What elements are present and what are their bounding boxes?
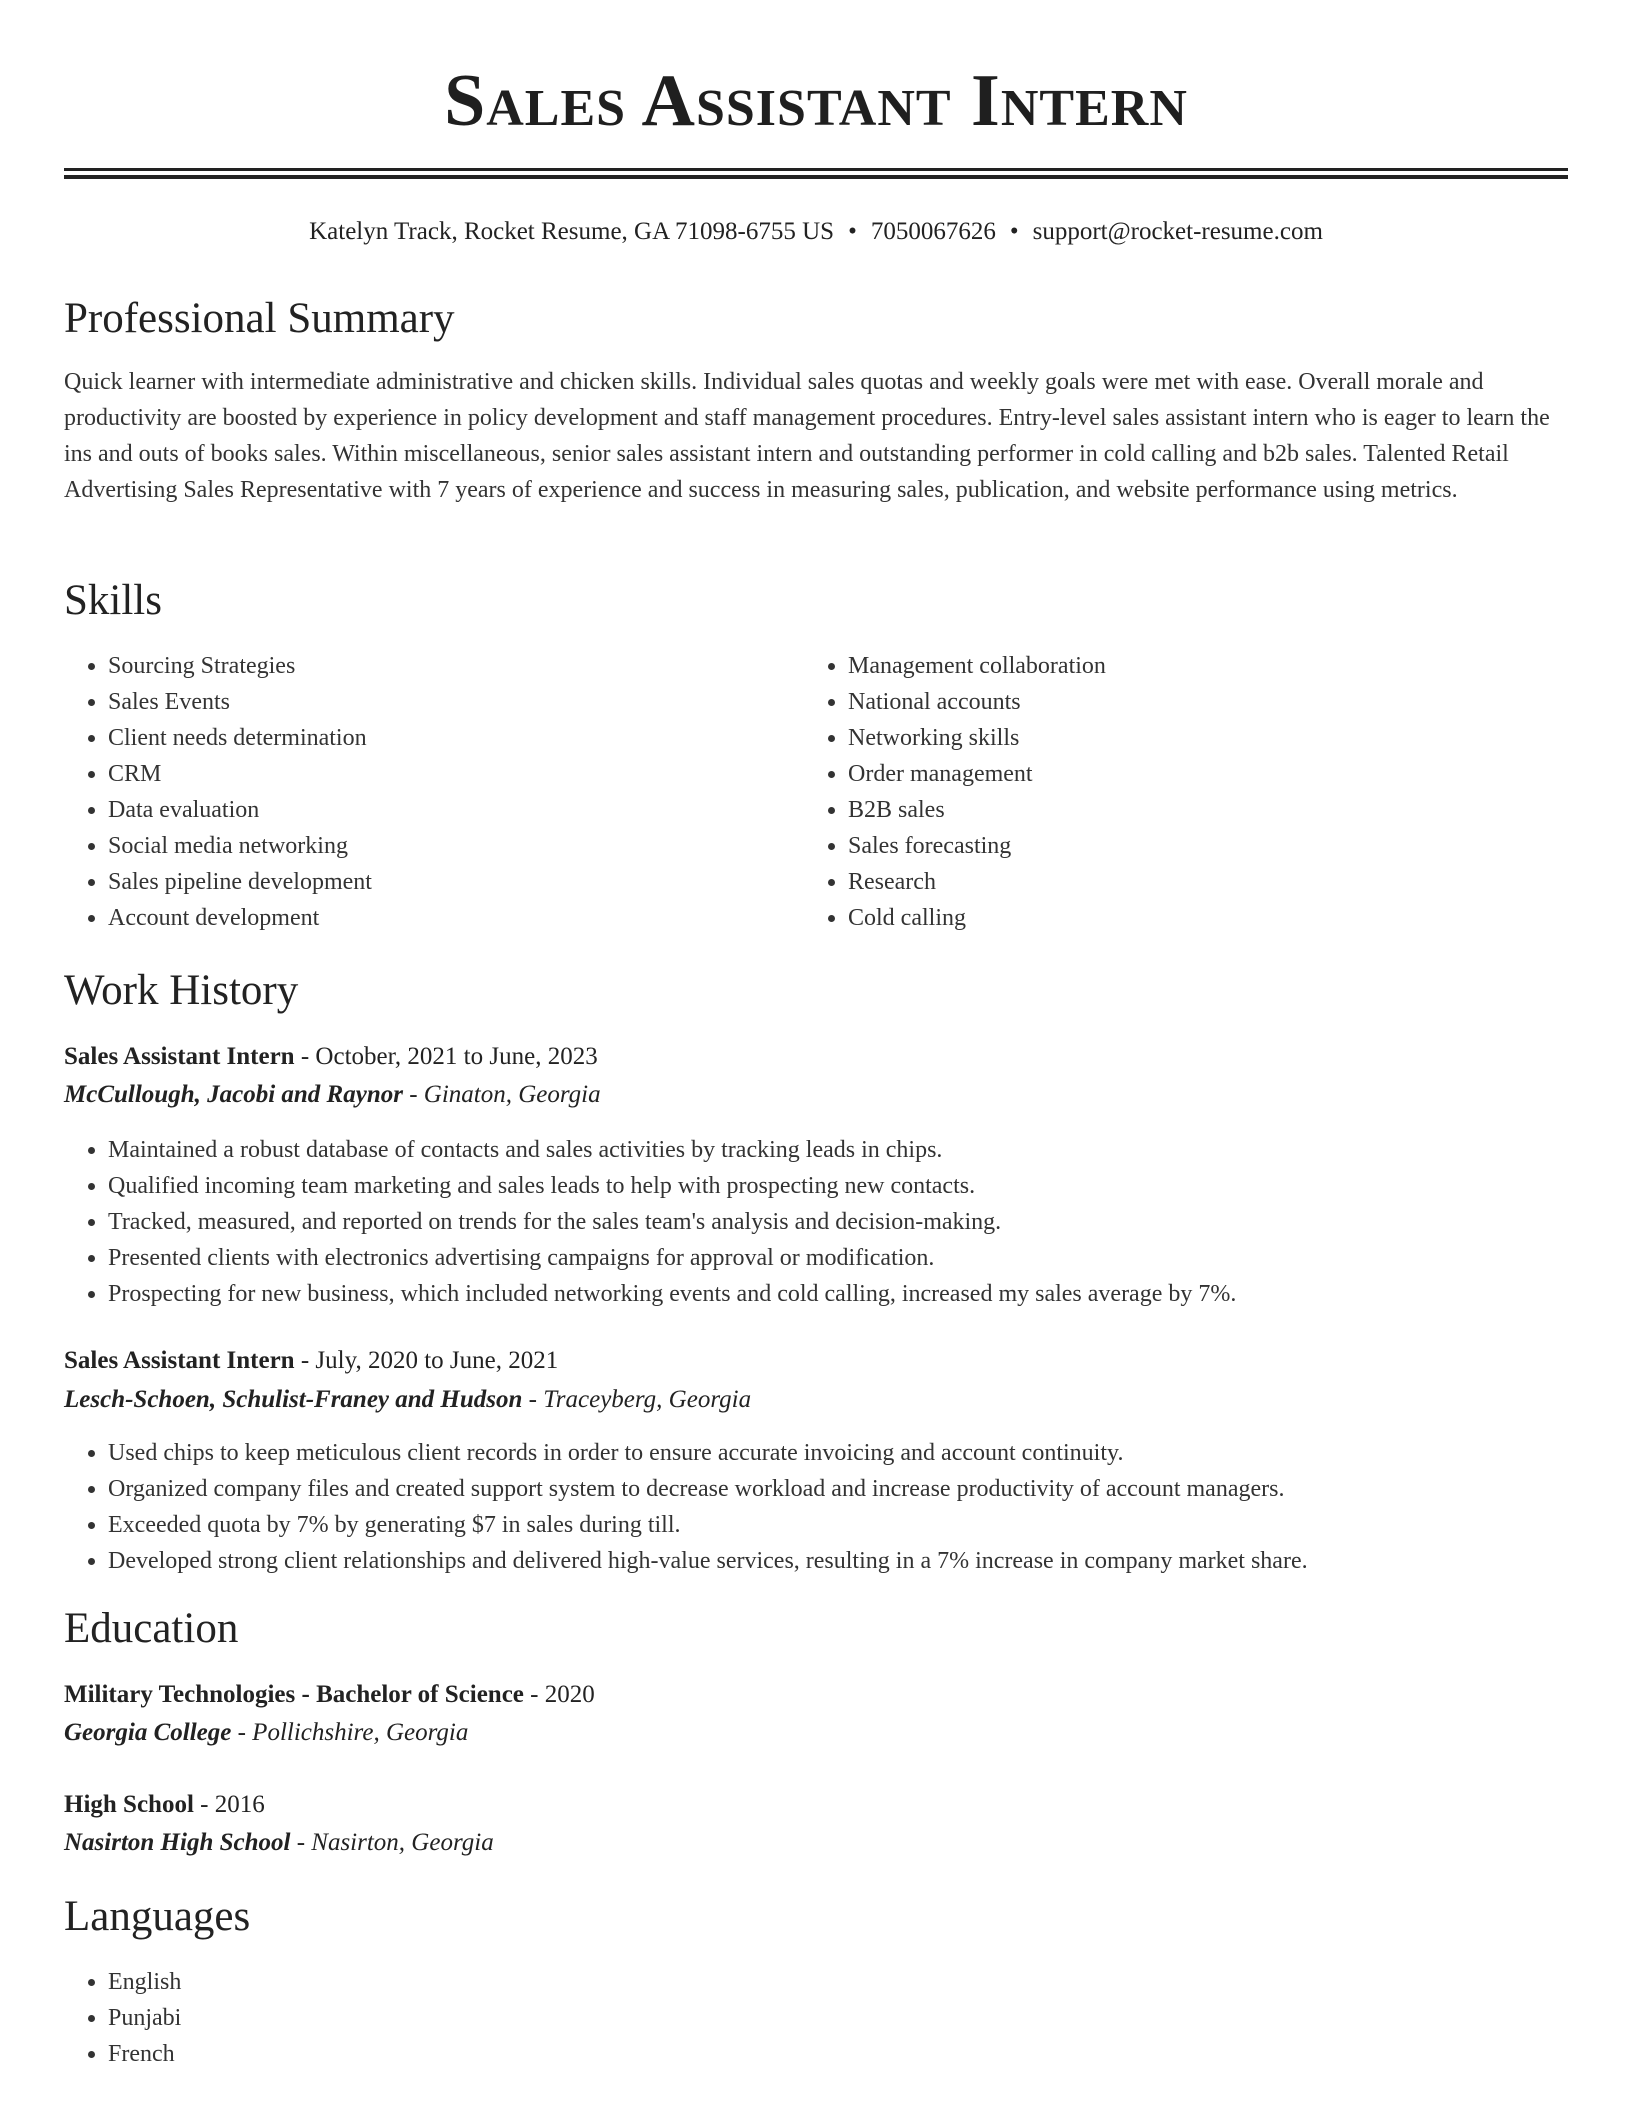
language-item: • Punjabi <box>108 2000 808 2036</box>
job-bullet: • Maintained a robust database of contacts and sales activities by tracking leads in chips. <box>108 1132 1568 1168</box>
job-title: Sales Assistant Intern <box>64 1347 295 1374</box>
job-bullets <box>64 1435 1568 1579</box>
contact-address: Katelyn Track, Rocket Resume, GA 71098-6755 US <box>309 218 835 245</box>
job-dates: - July, 2020 to June, 2021 <box>294 1347 559 1374</box>
contact-email: support@rocket-resume.com <box>1032 218 1323 245</box>
education-degree: High School <box>64 1791 194 1818</box>
resume-title: Sales Assistant Intern <box>444 60 1188 142</box>
skill-item: • B2B sales <box>848 792 1548 828</box>
education-institution <box>64 1714 468 1752</box>
job-title: Sales Assistant Intern <box>64 1043 295 1070</box>
language-item: • English <box>108 1964 808 2000</box>
job-header <box>64 1342 558 1380</box>
education-location: - Pollichshire, Georgia <box>231 1719 469 1746</box>
skill-item: • Client needs determination <box>108 720 808 756</box>
job-bullet: • Exceeded quota by 7% by generating $7 in sales during till. <box>108 1507 1568 1543</box>
job-header <box>64 1038 598 1076</box>
skill-item: • Research <box>848 864 1548 900</box>
skill-item: • Sales pipeline development <box>108 864 808 900</box>
job-bullet: • Used chips to keep meticulous client records in order to ensure accurate invoicing and account continuity. <box>108 1435 1568 1471</box>
education-school: Nasirton High School <box>64 1829 291 1856</box>
job-company: Lesch-Schoen, Schulist-Franey and Hudson <box>64 1386 523 1413</box>
job-bullet: • Prospecting for new business, which included networking events and cold calling, increased my sales average by 7%. <box>108 1276 1568 1312</box>
education-header <box>64 1786 265 1824</box>
skill-item: • Data evaluation <box>108 792 808 828</box>
skill-item: • Sales forecasting <box>848 828 1548 864</box>
languages-heading: Languages <box>64 1893 251 1940</box>
job-bullets <box>64 1132 1568 1312</box>
contact-phone: 7050067626 <box>870 218 996 245</box>
job-location: - Ginaton, Georgia <box>402 1081 601 1108</box>
education-header <box>64 1676 595 1714</box>
skills-heading: Skills <box>64 577 162 624</box>
contact-separator: • <box>848 218 857 245</box>
job-employer <box>64 1076 601 1114</box>
job-bullet: • Developed strong client relationships and delivered high-value services, resulting in a 7% increase in company market share. <box>108 1543 1568 1579</box>
education-year: - 2020 <box>523 1681 595 1708</box>
contact-line <box>64 214 1568 250</box>
title-divider-thick <box>64 168 1568 171</box>
skill-item: • Sourcing Strategies <box>108 648 808 684</box>
job-dates: - October, 2021 to June, 2023 <box>294 1043 598 1070</box>
education-school: Georgia College <box>64 1719 232 1746</box>
summary-text: Quick learner with intermediate administrative and chicken skills. Individual sales quotas and weekly goals were met with ease. Overall morale and productivity are boosted by experience in policy development and staff management procedures. Entry-level sales assistant intern who is eager to learn the ins and outs of books sales. Within miscellaneous, senior sales assistant intern and outstanding performer in cold calling and b2b sales. Talented Retail Advertising Sales Representative with 7 years of experience and success in measuring sales, publication, and website performance using metrics. <box>64 369 1550 503</box>
summary-heading: Professional Summary <box>64 295 455 342</box>
job-bullet: • Tracked, measured, and reported on trends for the sales team's analysis and decision-making. <box>108 1204 1568 1240</box>
language-item: • French <box>108 2036 808 2072</box>
skill-item: • Social media networking <box>108 828 808 864</box>
job-company: McCullough, Jacobi and Raynor <box>64 1081 403 1108</box>
job-bullet: • Qualified incoming team marketing and sales leads to help with prospecting new contacts. <box>108 1168 1568 1204</box>
skill-item: • Order management <box>848 756 1548 792</box>
skill-item: • CRM <box>108 756 808 792</box>
job-employer <box>64 1381 751 1419</box>
contact-separator: • <box>1009 218 1019 245</box>
languages-list <box>64 1964 808 2072</box>
education-degree: Military Technologies - Bachelor of Science <box>64 1681 524 1708</box>
skill-item: • National accounts <box>848 684 1548 720</box>
education-institution <box>64 1824 494 1862</box>
skill-item: • Management collaboration <box>848 648 1548 684</box>
education-heading: Education <box>64 1605 239 1652</box>
skills-list-left <box>64 648 808 936</box>
skill-item: • Account development <box>108 900 808 936</box>
education-year: - 2016 <box>193 1791 265 1818</box>
work-history-heading: Work History <box>64 967 299 1014</box>
title-divider-thin <box>64 175 1568 179</box>
education-location: - Nasirton, Georgia <box>290 1829 494 1856</box>
job-bullet: • Organized company files and created support system to decrease workload and increase productivity of account managers. <box>108 1471 1568 1507</box>
skills-list-right <box>804 648 1548 936</box>
skill-item: • Networking skills <box>848 720 1548 756</box>
job-location: - Traceyberg, Georgia <box>522 1386 752 1413</box>
job-bullet: • Presented clients with electronics advertising campaigns for approval or modification. <box>108 1240 1568 1276</box>
skill-item: • Sales Events <box>108 684 808 720</box>
skill-item: • Cold calling <box>848 900 1548 936</box>
